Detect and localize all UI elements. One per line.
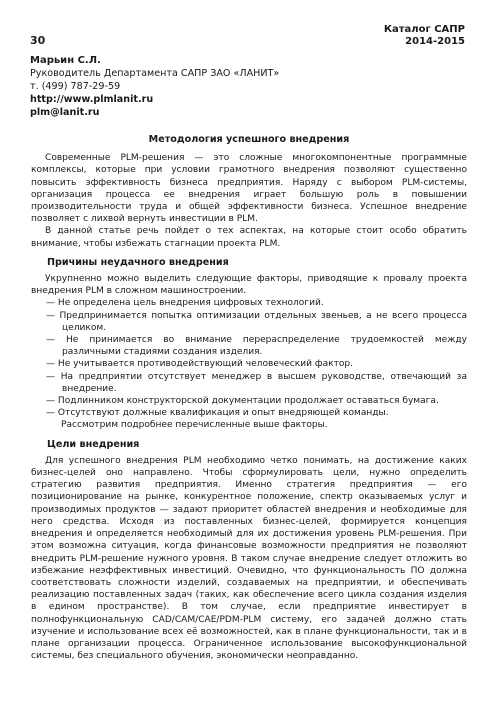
section-body: Для успешного внедрения PLM необходимо четко понимать, на достижение каких бизнес-целей оно направлено. Чтобы сформулировать цели, нужно определить стратегию развития предприятия. Именно стратегия предприятия — его позиционирование на рынке, конкурентное положение, спектр оказываемых услуг и производимых продуктов — задают приоритет областей внедрения и необходимые для него средства. Исходя из поставленных бизнес-целей, формируется концепция внедрения и определяется необходимый для их достижения уровень PLM-решения. При этом возможна ситуация, когда финансовые возможности предприятия не позволяют внедрить PLM-решение нужного уровня. В таком случае внедрение следует отложить во избежание неэффективных инвестиций. Очевидно, что функциональность ПО должна соответствовать сложности изделий, создаваемых на предприятии, и обеспечивать реализацию поставленных задач (таких, как обеспечение всего цикла создания изделия в едином пространстве). В том случае, если предприятие инвестирует в полнофункциональную CAD/CAM/CAE/PDM-PLM систему, его задачей должно стать изучение и использование всех её возможностей, как в плане функциональности, так и в плане организации процесса. Ограниченное использование высокофункциональной системы, без специального обучения, экономически неоправданно. — [31, 455, 467, 662]
intro-paragraph: В данной статье речь пойдет о тех аспектах, на которые стоит особо обратить внимание, чтобы избежать стагнации проекта PLM. — [31, 226, 467, 249]
article-title: Методология успешного внедрения — [148, 134, 350, 145]
list-item: — Не принимается во внимание перераспределение трудоемкостей между различными стадиями создания изделия. — [46, 335, 467, 358]
intro-paragraph: Современные PLM-решения — это сложные многокомпонентные программные комплексы, которые при условии грамотного внедрения позволяют существенно повысить эффективность бизнеса предприятия. Наряду с выбором PLM-системы, организация процесса ее внедрения играет большую роль в повышении производительности труда и общей эффективности бизнеса. Успешное внедрение позволяет с лихвой вернуть инвестиции в PLM. — [31, 153, 467, 225]
author-website-link[interactable]: http://www.plmlanit.ru — [30, 94, 154, 105]
list-item: — Предпринимается попытка оптимизации отдельных звеньев, а не всего процесса целиком. — [46, 310, 467, 333]
catalog-title: Каталог САПР — [383, 24, 465, 35]
author-phone: т. (499) 787-29-59 — [30, 81, 121, 92]
factor-list — [31, 297, 467, 419]
author-email-link[interactable]: plm@lanit.ru — [30, 107, 100, 118]
list-item: — На предприятии отсутствует менеджер в высшем руководстве, отвечающий за внедрение. — [46, 371, 467, 394]
author-name: Марьин С.Л. — [30, 55, 101, 66]
catalog-years: 2014-2015 — [405, 36, 465, 47]
author-position: Руководитель Департамента САПР ЗАО «ЛАНИТ» — [30, 68, 280, 79]
list-item: — Не определена цель внедрения цифровых технологий. — [46, 298, 324, 309]
list-item: — Не учитывается противодействующий человеческий фактор. — [46, 359, 354, 370]
page-number: 30 — [30, 34, 46, 47]
section-heading: Цели внедрения — [47, 438, 140, 450]
list-item: — Подлинником конструкторской документации продолжает оставаться бумага. — [46, 396, 439, 407]
list-item: — Отсутствуют должные квалификация и опыт внедряющей команды. — [46, 408, 389, 419]
section-heading: Причины неудачного внедрения — [47, 256, 229, 268]
section-lead: Укрупненно можно выделить следующие факторы, приводящие к провалу проекта внедрения PLM в сложном машиностроении. — [31, 274, 467, 297]
catalog-header — [384, 24, 465, 48]
article-body — [31, 134, 467, 662]
section-closing: Рассмотрим подробнее перечисленные выше факторы. — [61, 420, 328, 431]
author-block — [30, 54, 279, 119]
